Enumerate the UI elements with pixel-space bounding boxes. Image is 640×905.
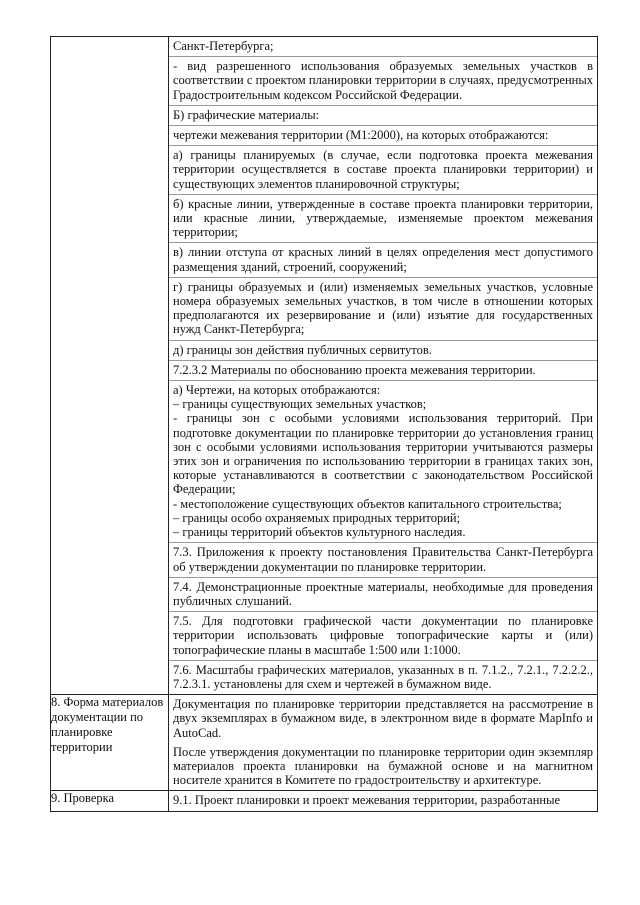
paragraph: 7.2.3.2 Материалы по обоснованию проекта межевания территории. [169,361,597,381]
paragraph: д) границы зон действия публичных сервитутов. [169,341,597,361]
paragraph: г) границы образуемых и (или) изменяемых земельных участков, условные номера образуемых земельных участков, в том числе в отношении которых предполагаются их резервирование и (или) изъятие для государственных нужд Санкт-Петербурга; [169,278,597,341]
drawings-line: - местоположение существующих объектов капитального строительства; [173,496,562,511]
drawings-block [169,381,597,543]
paragraph: 7.6. Масштабы графических материалов, указанных в п. 7.1.2., 7.2.1., 7.2.2.2., 7.2.3.1. установлены для схем и чертежей в бумажном виде. [173,662,593,691]
paragraph: 9.1. Проект планировки и проект межевания территории, разработанные [173,793,561,808]
section-9-label: 9. Проверка [51,791,169,811]
paragraph: - вид разрешенного использования образуемых земельных участков в соответствии с проектом планировки территории в случаях, предусмотренных Градостроительным кодексом Российской Федерации. [169,57,597,106]
paragraph: 7.4. Демонстрационные проектные материалы, необходимые для проведения публичных слушаний. [169,578,597,612]
paragraph: 7.5. Для подготовки графической части документации по планировке территории использовать цифровые топографические карты и (или) топографические планы в масштабе 1:500 или 1:1000. [169,612,597,661]
document-table [50,36,598,812]
table-row-section-8 [51,695,598,791]
section-8-label: 8. Форма материалов документации по планировке территории [51,695,169,791]
drawings-line: – границы существующих земельных участков; [173,397,427,412]
content-cell-section-9 [169,791,598,811]
paragraph: Документация по планировке территории представляется на рассмотрение в двух экземплярах в бумажном виде, в электронном виде в формате MapInfo и AutoCad. [173,697,593,740]
content-cell-section-8 [169,695,598,791]
drawings-line: – границы территорий объектов культурного наследия. [173,525,466,540]
paragraph: Б) графические материалы: [169,106,597,126]
content-cell-continuation [169,37,598,695]
drawings-line: а) Чертежи, на которых отображаются: [173,383,381,398]
table-row-section-9 [51,791,598,811]
paragraph: Санкт-Петербурга; [169,37,597,57]
paragraph: а) границы планируемых (в случае, если подготовка проекта межевания территории осуществляется в составе проекта планировки территории) и существующих элементов планировочной структуры; [169,146,597,195]
paragraph: в) линии отступа от красных линий в целях определения мест допустимого размещения зданий, строений, сооружений; [169,243,597,277]
paragraph: 7.3. Приложения к проекту постановления Правительства Санкт-Петербурга об утверждении документации по планировке территории. [169,543,597,577]
drawings-line: - границы зон с особыми условиями использования территорий. При подготовке документации по планировке территории до установления границ зон с особыми условиями использования территории учитываются размеры этих зон и ограничения по использованию территории в границах таких зон, которые устанавливаются в соответствии с законодательством Российской Федерации; [173,411,593,497]
paragraph: После утверждения документации по планировке территории один экземпляр материалов проекта планировки на бумажной основе и на магнитном носителе хранится в Комитете по градостроительству и архитектуре. [173,744,593,788]
paragraph: б) красные линии, утвержденные в составе проекта планировки территории, или красные линии, утверждаемые, изменяемые проектом межевания территории; [169,195,597,244]
left-cell-empty [51,37,169,695]
table-row-continuation [51,37,598,695]
drawings-line: – границы особо охраняемых природных территорий; [173,510,461,525]
paragraph: чертежи межевания территории (М1:2000), на которых отображаются: [169,126,597,146]
